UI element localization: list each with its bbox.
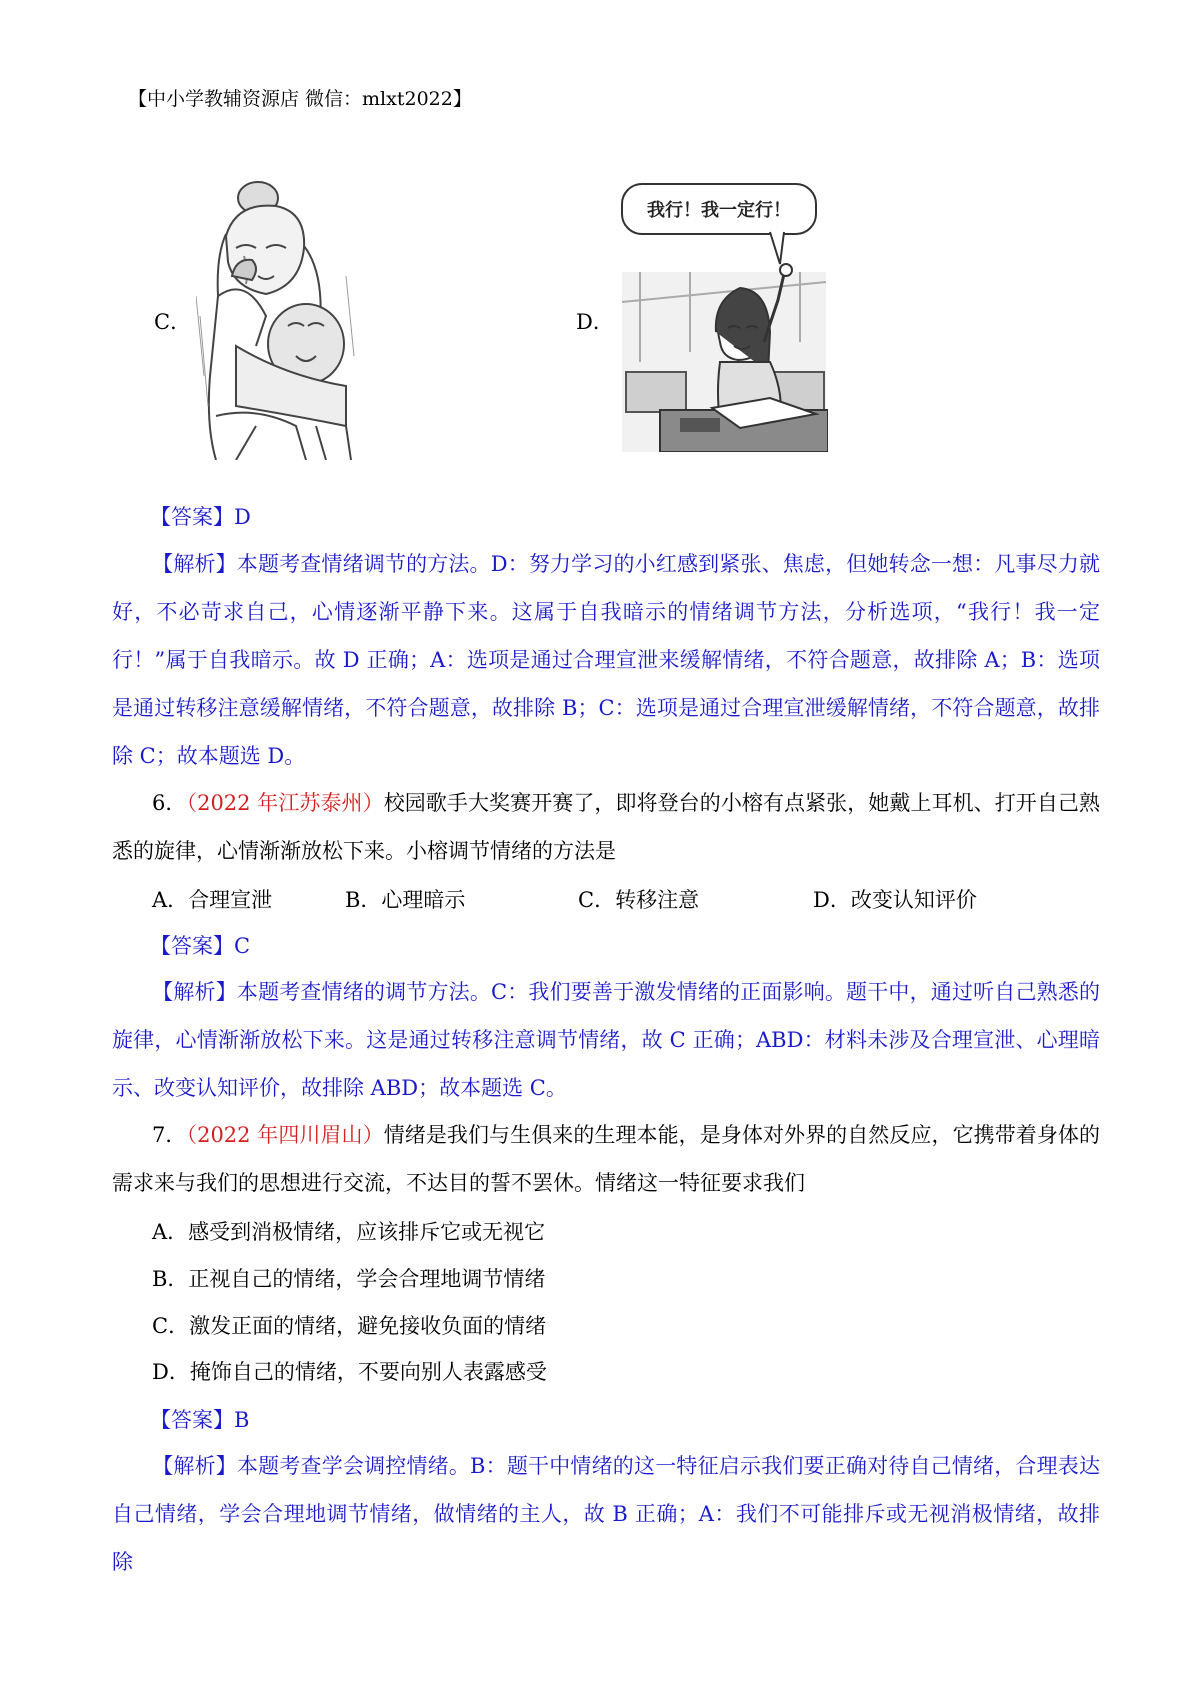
q7-option-a: A．感受到消极情绪，应该排斥它或无视它 <box>152 1220 546 1244</box>
q7-option-c: C．激发正面的情绪，避免接收负面的情绪 <box>152 1314 547 1338</box>
question-number: 7． <box>152 1123 187 1147</box>
q6-analysis <box>112 968 1100 1112</box>
q6-option-a: A．合理宣泄 <box>152 888 273 912</box>
question-text: 校园歌手大奖赛开赛了，即将登台的小榕有点紧张，她戴上耳机、打开自己熟悉的旋律，心情渐渐放松下来。小榕调节情绪的方法是 <box>112 791 1101 863</box>
confident-girl-image <box>620 182 828 452</box>
option-d-illustration <box>620 182 828 452</box>
question-text: 情绪是我们与生俱来的生理本能，是身体对外界的自然反应，它携带着身体的需求来与我们的思想进行交流，不达目的誓不罢休。情绪这一特征要求我们 <box>112 1123 1101 1195</box>
q6-stem <box>112 779 1100 875</box>
question-source: （2022 年四川眉山） <box>186 1123 384 1147</box>
analysis-tag: 【解析】 <box>152 1454 237 1478</box>
q6-answer <box>150 931 250 961</box>
q6-option-d: D．改变认知评价 <box>813 888 977 912</box>
q5-analysis <box>112 540 1100 780</box>
analysis-tag: 【解析】 <box>152 980 237 1004</box>
answer-value: C <box>234 934 251 958</box>
q6-option-b: B．心理暗示 <box>345 888 466 912</box>
analysis-text: 本题考查学会调控情绪。B：题干中情绪的这一特征启示我们要正确对待自己情绪，合理表达自己情绪，学会合理地调节情绪，做情绪的主人，故 B 正确；A：我们不可能排斥或无视消极情绪，故排除 <box>112 1454 1100 1574</box>
answer-tag: 【答案】 <box>150 505 234 529</box>
q7-answer <box>150 1405 249 1435</box>
page-header: 【中小学教辅资源店 微信：mlxt2022】 <box>128 88 472 110</box>
q6-option-c: C．转移注意 <box>578 888 700 912</box>
answer-value: D <box>234 505 251 529</box>
option-d-label: D． <box>576 310 614 334</box>
q7-option-d: D．掩饰自己的情绪，不要向别人表露感受 <box>152 1360 547 1384</box>
question-source: （2022 年江苏泰州） <box>186 791 384 815</box>
answer-tag: 【答案】 <box>150 1408 234 1432</box>
option-c-label: C． <box>154 310 192 334</box>
option-c-illustration <box>196 176 356 460</box>
speech-bubble-text: 我行！我一定行！ <box>647 200 791 221</box>
q7-analysis <box>112 1442 1100 1586</box>
q5-answer <box>150 502 251 532</box>
q7-stem <box>112 1111 1100 1207</box>
analysis-tag: 【解析】 <box>152 552 237 576</box>
answer-value: B <box>234 1408 250 1432</box>
q7-option-b: B．正视自己的情绪，学会合理地调节情绪 <box>152 1267 546 1291</box>
analysis-text: 本题考查情绪调节的方法。D：努力学习的小红感到紧张、焦虑，但她转念一想：凡事尽力就好，不必苛求自己，心情逐渐平静下来。这属于自我暗示的情绪调节方法，分析选项，“我行！我一定行！”属于自我暗示。故 D 正确；A：选项是通过合理宣泄来缓解情绪，不符合题意，故排除 A；B：选项是通过转移注意缓解情绪，不符合题意，故排除 B；C：选项是通过合理宣泄缓解情绪，不符合题意，故排除 C；故本题选 D。 <box>112 552 1100 768</box>
question-number: 6． <box>152 791 187 815</box>
analysis-text: 本题考查情绪的调节方法。C：我们要善于激发情绪的正面影响。题干中，通过听自己熟悉的旋律，心情渐渐放松下来。这是通过转移注意调节情绪，故 C 正确；ABD：材料未涉及合理宣泄、心理暗示、改变认知评价，故排除 ABD；故本题选 C。 <box>112 980 1100 1100</box>
crying-mother-baby-image <box>196 176 356 460</box>
answer-tag: 【答案】 <box>150 934 234 958</box>
